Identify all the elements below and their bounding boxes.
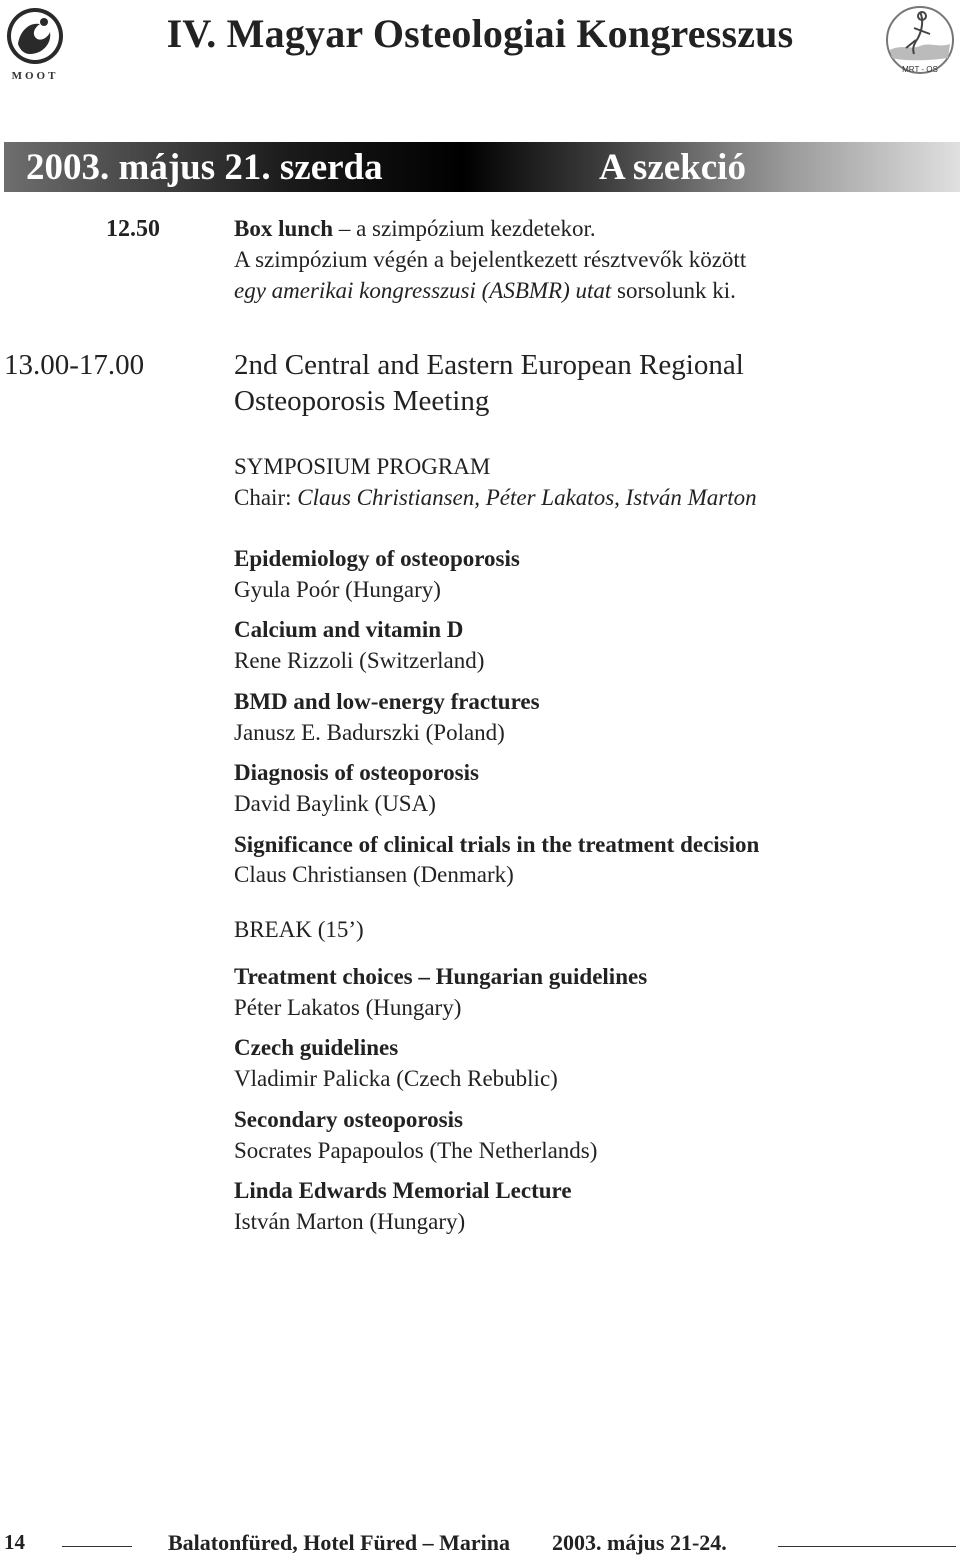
footer-venue: Balatonfüred, Hotel Füred – Marina — [168, 1530, 511, 1555]
talk-title: Significance of clinical trials in the treatment decision — [234, 832, 760, 857]
page-number: 14 — [4, 1530, 25, 1554]
talk-title: Treatment choices – Hungarian guidelines — [234, 964, 648, 989]
lunch-prize-rest: sorsolunk ki. — [611, 278, 736, 303]
talk-title: Diagnosis of osteoporosis — [234, 760, 479, 785]
talk-title: Secondary osteoporosis — [234, 1107, 463, 1132]
talk-title: Linda Edwards Memorial Lecture — [234, 1178, 572, 1203]
mrt-os-logo — [884, 4, 956, 82]
talk-speaker: Janusz E. Badurszki (Poland) — [234, 720, 505, 745]
lunch-line-3 — [234, 278, 736, 304]
chair-line — [234, 485, 757, 511]
day-date: 2003. május 21. szerda — [26, 147, 383, 188]
lunch-line-2: A szimpózium végén a bejelentkezett résztvevők között — [234, 247, 747, 272]
talk-speaker: David Baylink (USA) — [234, 791, 436, 816]
lunch-line-1 — [234, 216, 596, 242]
talk-title: Epidemiology of osteoporosis — [234, 546, 520, 571]
talk-title: BMD and low-energy fractures — [234, 689, 540, 714]
page-title: IV. Magyar Osteologiai Kongresszus — [166, 11, 794, 56]
break-label: BREAK (15’) — [234, 917, 364, 942]
day-banner — [4, 142, 960, 192]
talk-speaker: István Marton (Hungary) — [234, 1209, 466, 1234]
meeting-title-line-1: 2nd Central and Eastern European Regional — [234, 349, 744, 381]
svg-text:MRT - OS: MRT - OS — [902, 65, 938, 74]
footer-divider-right — [778, 1546, 956, 1547]
symposium-program-label: SYMPOSIUM PROGRAM — [234, 454, 491, 479]
talk-speaker: Gyula Poór (Hungary) — [234, 577, 441, 602]
chair-names: Claus Christiansen, Péter Lakatos, István Marton — [297, 485, 757, 510]
section-label: A szekció — [599, 147, 746, 188]
talk-speaker: Vladimir Palicka (Czech Rebublic) — [234, 1066, 558, 1091]
talk-speaker: Socrates Papapoulos (The Netherlands) — [234, 1138, 598, 1163]
lunch-title: Box lunch — [234, 216, 334, 241]
lunch-prize-text: egy amerikai kongresszusi (ASBMR) utat — [234, 278, 612, 303]
talk-speaker: Claus Christiansen (Denmark) — [234, 862, 514, 887]
svg-text:MOOT: MOOT — [11, 70, 59, 82]
footer-dates: 2003. május 21-24. — [552, 1530, 727, 1555]
meeting-title-line-2: Osteoporosis Meeting — [234, 385, 490, 417]
talk-speaker: Rene Rizzoli (Switzerland) — [234, 648, 485, 673]
footer-divider-left — [62, 1546, 132, 1547]
talk-speaker: Péter Lakatos (Hungary) — [234, 995, 462, 1020]
talk-title: Czech guidelines — [234, 1035, 399, 1060]
lunch-time: 12.50 — [106, 216, 160, 242]
lunch-dash-text: – a szimpózium kezdetekor. — [333, 216, 596, 241]
talk-title: Calcium and vitamin D — [234, 617, 464, 642]
meeting-time: 13.00-17.00 — [4, 349, 145, 381]
chair-label: Chair: — [234, 485, 298, 510]
